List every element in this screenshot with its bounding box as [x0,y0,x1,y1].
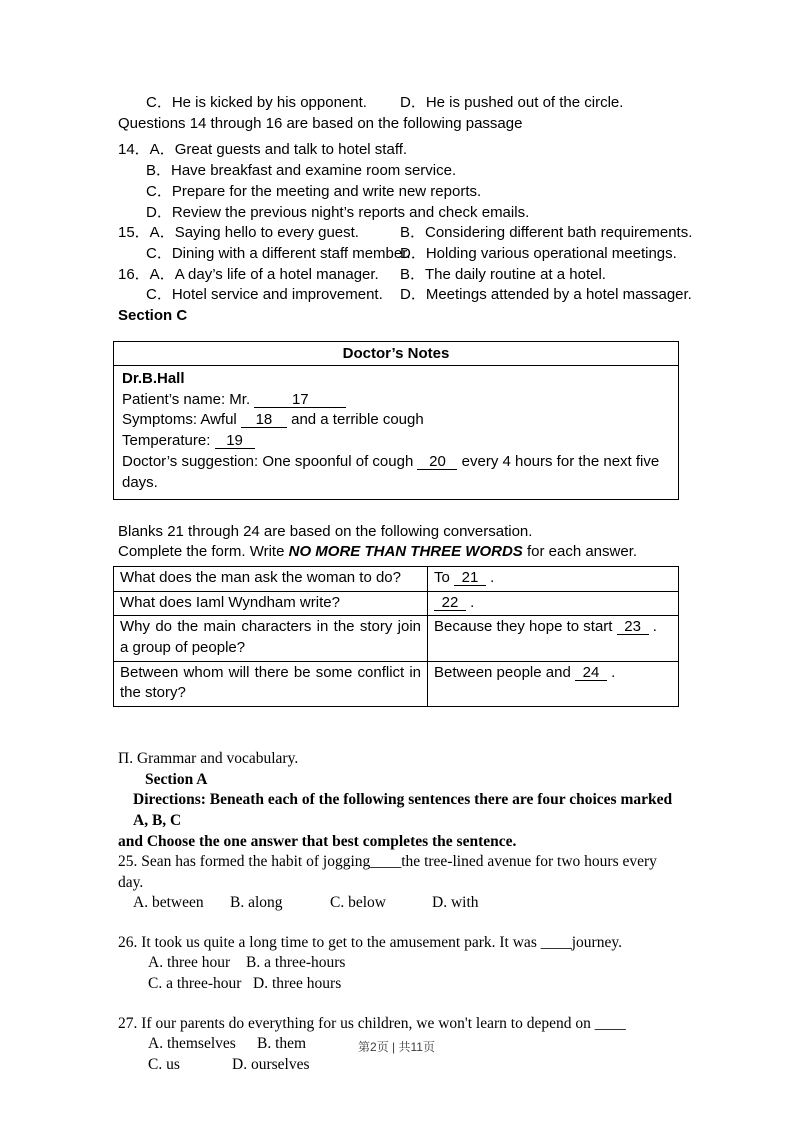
answer-post: . [466,593,475,611]
question-26-options-line1 [118,953,679,974]
table-row [114,661,679,706]
patient-name-row [122,390,670,411]
directions-line2: and Choose the one answer that best completes the sentence. [118,832,517,850]
option-27-a: A. themselves [148,1035,236,1053]
answer-post: . [486,568,495,586]
question-27-options-line2 [118,1055,679,1076]
instruction-pre: Complete the form. Write [118,543,289,561]
doctor-name: Dr.B.Hall [122,369,185,387]
answer-post: . [606,663,616,681]
question-13-options-cd [118,93,679,114]
page-content [118,93,693,1075]
answer-pre: Because they hope to start [434,618,617,636]
patient-name-label: Patient’s name: Mr. [122,390,255,408]
suggestion-post: every 4 hours for the next five days. [122,452,660,491]
form-answer-3 [428,616,679,661]
doctors-notes-body [114,366,678,499]
suggestion-label: Doctor’s suggestion: One spoonful of cough [122,452,418,470]
option-16-b: B．The daily routine at a hotel. [400,265,606,283]
option-26-c: C. a three-hour [148,975,242,993]
form-answer-2 [428,591,679,616]
question-26-options-line2 [118,974,679,995]
option-25-d: D. with [432,894,479,912]
option-26-a: A. three hour [148,954,231,972]
table-row [114,591,679,616]
option-16-d: D．Meetings attended by a hotel massager. [400,286,692,304]
option-25-c: C. below [330,894,386,912]
answer-pre: To [434,568,455,586]
suggestion-row [122,452,670,494]
question-15-options-cd [118,244,679,265]
page-number-footer: 第2页 | 共11页 [358,1040,435,1054]
temperature-label: Temperature: [122,432,215,450]
option-26-d: D. three hours [253,975,342,993]
blank-24: 24 [575,665,607,681]
form-question-4: Between whom will there be some conflict in the story? [114,661,428,706]
option-13-d: D．He is pushed out of the circle. [400,94,624,111]
temperature-row [122,431,670,452]
instruction-post: for each answer. [522,543,638,561]
option-15-b: B．Considering different bath requirements. [400,224,693,242]
blank-17: 17 [254,392,346,408]
blank-23: 23 [617,619,649,635]
option-15-d: D．Holding various operational meetings. [400,244,677,262]
question-26-stem: 26. It took us quite a long time to get to the amusement park. It was ____journey. [118,933,622,951]
blank-20: 20 [417,454,457,470]
doctors-notes-table [113,341,679,500]
question-15-options-ab [118,223,693,244]
grammar-heading: Π. Grammar and vocabulary. [118,750,299,768]
section-c-heading: Section C [118,307,188,325]
option-25-a: A. between [133,894,204,912]
blanks-intro: Blanks 21 through 24 are based on the following conversation. [118,522,533,540]
doctors-notes-title: Doctor’s Notes [114,342,678,366]
directions-line1: Directions: Beneath each of the following sentences there are four choices marked A, B, C [133,791,673,829]
form-answer-4 [428,661,679,706]
table-row [114,616,679,661]
option-26-b: B. a three-hours [246,954,346,972]
question-14-a: 14．A．Great guests and talk to hotel staff. [118,141,408,159]
form-answer-1 [428,566,679,591]
blank-22: 22 [434,595,466,611]
passage-intro: Questions 14 through 16 are based on the following passage [118,114,523,132]
symptoms-row [122,410,670,431]
option-27-c: C. us [148,1055,180,1073]
option-16-c: C．Hotel service and improvement. [146,286,383,304]
option-27-b: B. them [257,1035,307,1053]
option-27-d: D. ourselves [232,1055,310,1073]
blank-18: 18 [241,412,287,428]
option-15-c: C．Dining with a different staff member. [146,244,411,262]
form-question-2: What does Iaml Wyndham write? [114,591,428,616]
blank-21: 21 [454,570,486,586]
option-13-c: C．He is kicked by his opponent. [146,94,367,111]
question-16-options-ab [118,265,679,286]
section-a-heading: Section A [145,770,208,788]
question-16-options-cd [118,285,692,306]
question-14-b: B．Have breakfast and examine room service. [146,162,457,180]
table-row [114,566,679,591]
instruction-emphasis: NO MORE THAN THREE WORDS [288,543,523,561]
complete-form-instruction [118,542,679,563]
question-14-d: D．Review the previous night’s reports and check emails. [146,203,530,221]
answer-pre: Between people and [434,663,575,681]
symptoms-post: and a terrible cough [286,411,424,429]
question-27-stem: 27. If our parents do everything for us children, we won't learn to depend on ____ [118,1014,626,1032]
option-25-b: B. along [230,894,283,912]
symptoms-label: Symptoms: Awful [122,411,241,429]
answer-post: . [648,618,657,636]
question-25-options [118,893,679,914]
conversation-form-table [113,566,679,707]
blank-19: 19 [215,433,255,449]
option-15-a: 15．A．Saying hello to every guest. [118,224,359,242]
form-question-1: What does the man ask the woman to do? [114,566,428,591]
question-14-c: C．Prepare for the meeting and write new reports. [146,182,482,200]
form-question-3: Why do the main characters in the story join a group of people? [114,616,428,661]
question-25-stem: 25. Sean has formed the habit of jogging____the tree-lined avenue for two hours every day. [118,853,657,891]
option-16-a: 16．A．A day’s life of a hotel manager. [118,265,379,283]
grammar-section [118,749,679,1075]
